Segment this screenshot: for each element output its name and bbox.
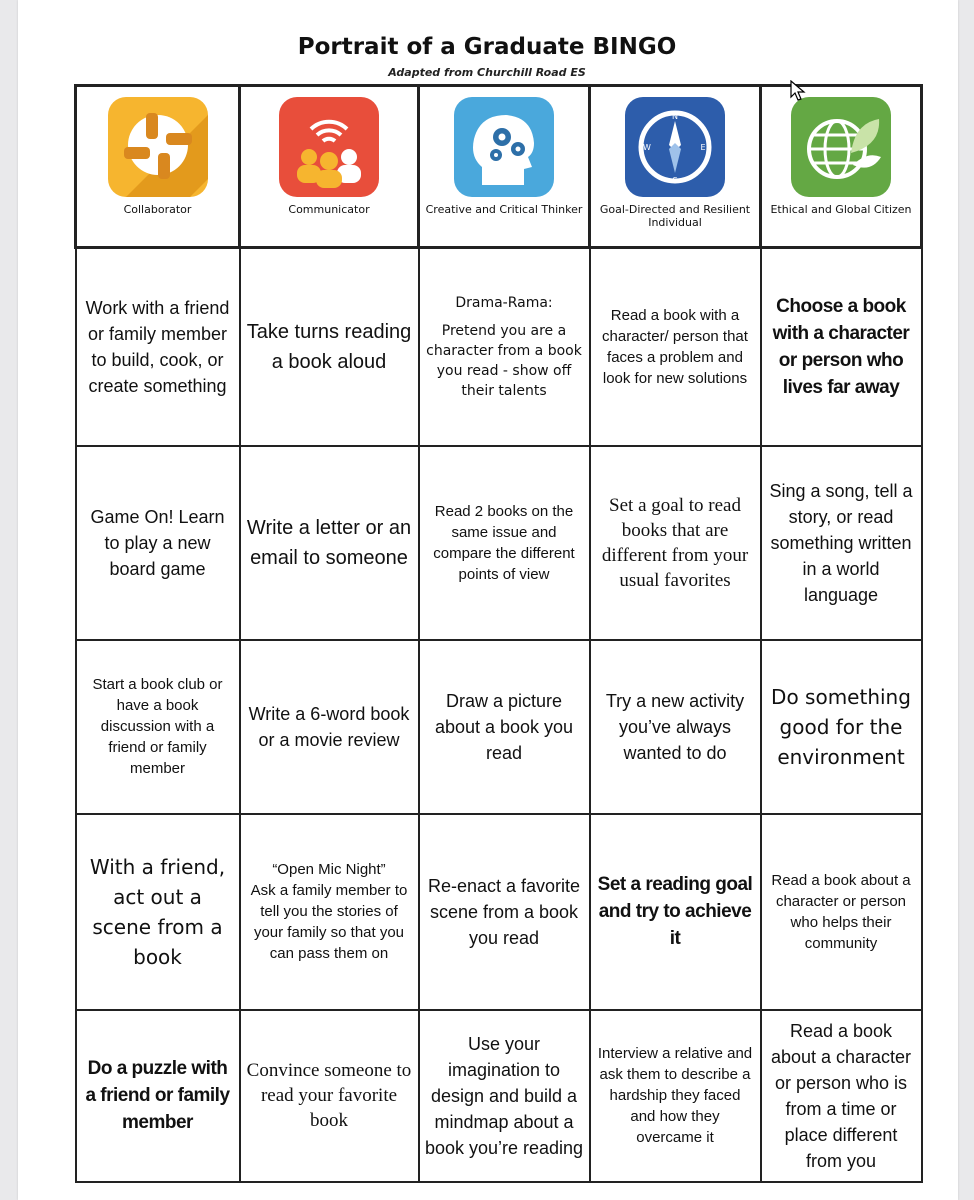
header-label: Communicator: [288, 203, 370, 216]
bingo-square: Convince someone to read your favorite book: [240, 1010, 419, 1182]
globe-leaf-icon: [789, 95, 893, 199]
bingo-square: Choose a book with a character or person who lives far away: [761, 248, 922, 446]
svg-text:S: S: [672, 176, 678, 185]
bingo-row: [76, 446, 922, 640]
header-label: Collaborator: [123, 203, 192, 216]
square-body: Pretend you are a character from a book you read - show off their talents: [426, 322, 582, 399]
bingo-square: Interview a relative and ask them to describe a hardship they faced and how they overcame it: [590, 1010, 761, 1182]
bingo-square: Do a puzzle with a friend or family member: [76, 1010, 240, 1182]
svg-text:W: W: [643, 143, 651, 152]
bingo-square: Work with a friend or family member to build, cook, or create something: [76, 248, 240, 446]
square-heading: “Open Mic Night”: [272, 861, 386, 878]
header-row: [76, 86, 922, 248]
svg-text:N: N: [672, 112, 678, 121]
bingo-square: Write a letter or an email to someone: [240, 446, 419, 640]
header-label: Goal-Directed and Resilient Individual: [599, 203, 751, 229]
page-title: Portrait of a Graduate BINGO: [297, 34, 677, 60]
bingo-square: Read 2 books on the same issue and compare the different points of view: [419, 446, 590, 640]
header-label: Ethical and Global Citizen: [770, 203, 912, 216]
creative-thinker-head-icon: [452, 95, 556, 199]
bingo-square: Sing a song, tell a story, or read something written in a world language: [761, 446, 922, 640]
bingo-square: Start a book club or have a book discussion with a friend or family member: [76, 640, 240, 814]
mouse-pointer-icon: [790, 80, 806, 106]
bingo-square: Set a goal to read books that are different from your usual favorites: [590, 446, 761, 640]
bingo-square: Read a book with a character/ person that faces a problem and look for new solutions: [590, 248, 761, 446]
bingo-square: Use your imagination to design and build a mindmap about a book you’re reading: [419, 1010, 590, 1182]
communicator-people-icon: [277, 95, 381, 199]
header-ethical-citizen: [761, 86, 922, 248]
header-collaborator: [76, 86, 240, 248]
bingo-square: Draw a picture about a book you read: [419, 640, 590, 814]
bingo-square: Set a reading goal and try to achieve it: [590, 814, 761, 1010]
bingo-square: Read a book about a character or person who helps their community: [761, 814, 922, 1010]
collaborator-hands-icon: [106, 95, 210, 199]
svg-text:E: E: [700, 143, 706, 152]
bingo-row: [76, 814, 922, 1010]
square-body: Ask a family member to tell you the stories of your family so that you can pass them on: [250, 882, 408, 962]
bingo-square: Read a book about a character or person who is from a time or place different from you: [761, 1010, 922, 1182]
header-goal-directed: [590, 86, 761, 248]
bingo-square: Re-enact a favorite scene from a book you read: [419, 814, 590, 1010]
compass-icon: [623, 95, 727, 199]
header-communicator: [240, 86, 419, 248]
bingo-square: [240, 814, 419, 1010]
bingo-row: [76, 248, 922, 446]
header-creative-thinker: [419, 86, 590, 248]
bingo-row: [76, 640, 922, 814]
page-subtitle: Adapted from Churchill Road ES: [388, 66, 586, 79]
bingo-square: Try a new activity you’ve always wanted to do: [590, 640, 761, 814]
bingo-square: Write a 6-word book or a movie review: [240, 640, 419, 814]
header-label: Creative and Critical Thinker: [425, 203, 583, 216]
bingo-square: Do something good for the environment: [761, 640, 922, 814]
bingo-square: Take turns reading a book aloud: [240, 248, 419, 446]
bingo-row: [76, 1010, 922, 1182]
bingo-grid: [74, 84, 923, 1183]
bingo-square: [419, 248, 590, 446]
bingo-square: With a friend, act out a scene from a book: [76, 814, 240, 1010]
bingo-square: Game On! Learn to play a new board game: [76, 446, 240, 640]
square-heading: Drama-Rama:: [455, 294, 553, 311]
